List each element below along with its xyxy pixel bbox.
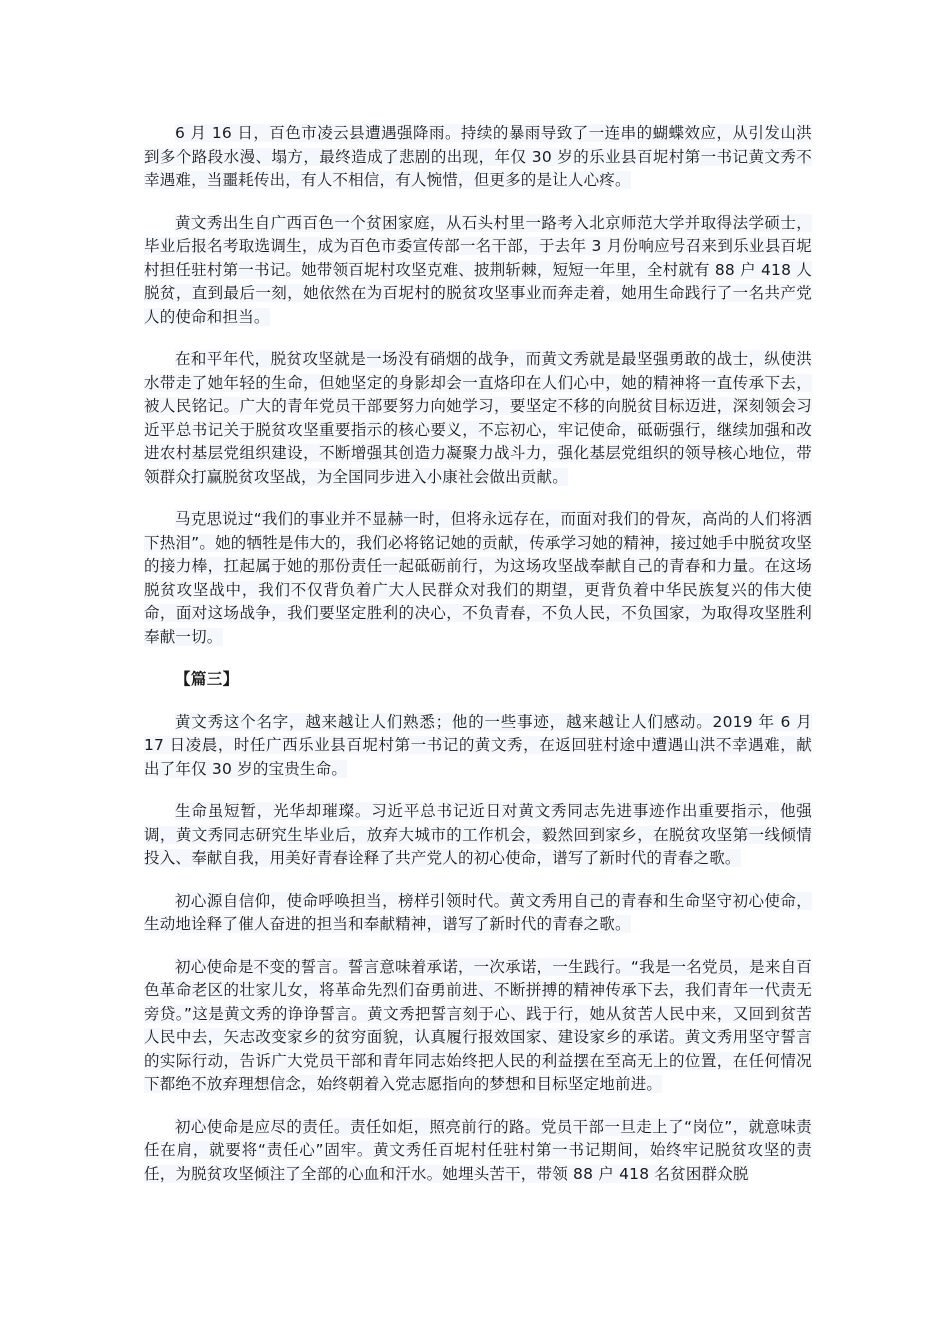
document-page: [144, 122, 812, 1205]
paragraph-text: 初心源自信仰，使命呼唤担当，榜样引领时代。黄文秀用自己的青春和生命坚守初心使命，生动地诠释了催人奋进的担当和奉献精神，谱写了新时代的青春之歌。: [144, 891, 812, 933]
paragraph-text: 生命虽短暂，光华却璀璨。习近平总书记近日对黄文秀同志先进事迹作出重要指示，他强调，黄文秀同志研究生毕业后，放弃大城市的工作机会，毅然回到家乡，在脱贫攻坚第一线倾情投入、奉献自我，用美好青春诠释了共产党人的初心使命，谱写了新时代的青春之歌。: [144, 802, 812, 867]
paragraph-text: 黄文秀这个名字，越来越让人们熟悉；他的一些事迹，越来越让人们感动。2019 年 6 月 17 日凌晨，时任广西乐业县百坭村第一书记的黄文秀，在返回驻村途中遭遇山洪不幸遇难，献出了年仅 30 岁的宝贵生命。: [144, 712, 812, 778]
paragraph: [144, 956, 812, 1097]
paragraph-text: 初心使命是应尽的责任。责任如炬，照亮前行的路。党员干部一旦走上了“岗位”，就意味责任在肩，就要将“责任心”固牢。黄文秀任百坭村任驻村第一书记期间，始终牢记脱贫攻坚的责任，为脱贫攻坚倾注了全部的心血和汗水。她埋头苦干，带领 88 户 418 名贫困群众脱: [144, 1117, 812, 1183]
paragraph-text: 马克思说过“我们的事业并不显赫一时，但将永远存在，而面对我们的骨灰，高尚的人们将洒下热泪”。她的牺牲是伟大的，我们必将铭记她的贡献，传承学习她的精神，接过她手中脱贫攻坚的接力棒，扛起属于她的那份责任一起砥砺前行，为这场攻坚战奉献自己的青春和力量。在这场脱贫攻坚战中，我们不仅背负着广大人民群众对我们的期望，更背负着中华民族复兴的伟大使命，面对这场战争，我们要坚定胜利的决心，不负青春，不负人民，不负国家，为取得攻坚胜利奉献一切。: [144, 510, 812, 646]
paragraph: [144, 890, 812, 937]
paragraph: [144, 800, 812, 871]
paragraph-text: 初心使命是不变的誓言。誓言意味着承诺，一次承诺，一生践行。“我是一名党员，是来自百色革命老区的壮家儿女，将革命先烈们奋勇前进、不断拼搏的精神传承下去，我们青年一代责无旁贷。”这是黄文秀的诤诤誓言。黄文秀把誓言刻于心、践于行，她从贫苦人民中来，又回到贫苦人民中去，矢志改变家乡的贫穷面貌，认真履行报效国家、建设家乡的承诺。黄文秀用坚守誓言的实际行动，告诉广大党员干部和青年同志始终把人民的利益摆在至高无上的位置，在任何情况下都绝不放弃理想信念，始终朝着入党志愿指向的梦想和目标坚定地前进。: [144, 957, 812, 1093]
paragraph: [144, 212, 812, 330]
section-heading: 【篇三】: [175, 670, 239, 688]
paragraph-text: 黄文秀出生自广西百色一个贫困家庭，从石头村里一路考入北京师范大学并取得法学硕士，毕业后报名考取选调生，成为百色市委宣传部一名干部，于去年 3 月份响应号召来到乐业县百坭村担任驻村第一书记。她带领百坭村攻坚克难、披荆斩棘，短短一年里，全村就有 88 户 418 人脱贫，直到最后一刻，她依然在为百坭村的脱贫攻坚事业而奔走着，她用生命践行了一名共产党人的使命和担当。: [144, 213, 812, 326]
paragraph-text: 6 月 16 日，百色市凌云县遭遇强降雨。持续的暴雨导致了一连串的蝴蝶效应，从引发山洪到多个路段水漫、塌方，最终造成了悲剧的出现，年仅 30 岁的乐业县百坭村第一书记黄文秀不幸遇难，当噩耗传出，有人不相信，有人惋惜，但更多的是让人心疼。: [144, 124, 812, 189]
paragraph: [144, 711, 812, 782]
paragraph: [144, 348, 812, 489]
paragraph: [144, 122, 812, 193]
paragraph: [144, 508, 812, 649]
paragraph-text: 在和平年代，脱贫攻坚就是一场没有硝烟的战争，而黄文秀就是最坚强勇敢的战士，纵使洪水带走了她年轻的生命，但她坚定的身影却会一直烙印在人们心中，她的精神将一直传承下去，被人民铭记。广大的青年党员干部要努力向她学习，要坚定不移的向脱贫目标迈进，深刻领会习近平总书记关于脱贫攻坚重要指示的核心要义，不忘初心，牢记使命，砥砺强行，继续加强和改进农村基层党组织建设，不断增强其创造力凝聚力战斗力，强化基层党组织的领导核心地位，带领群众打赢脱贫攻坚战，为全国同步进入小康社会做出贡献。: [144, 350, 812, 486]
paragraph: [144, 1116, 812, 1187]
